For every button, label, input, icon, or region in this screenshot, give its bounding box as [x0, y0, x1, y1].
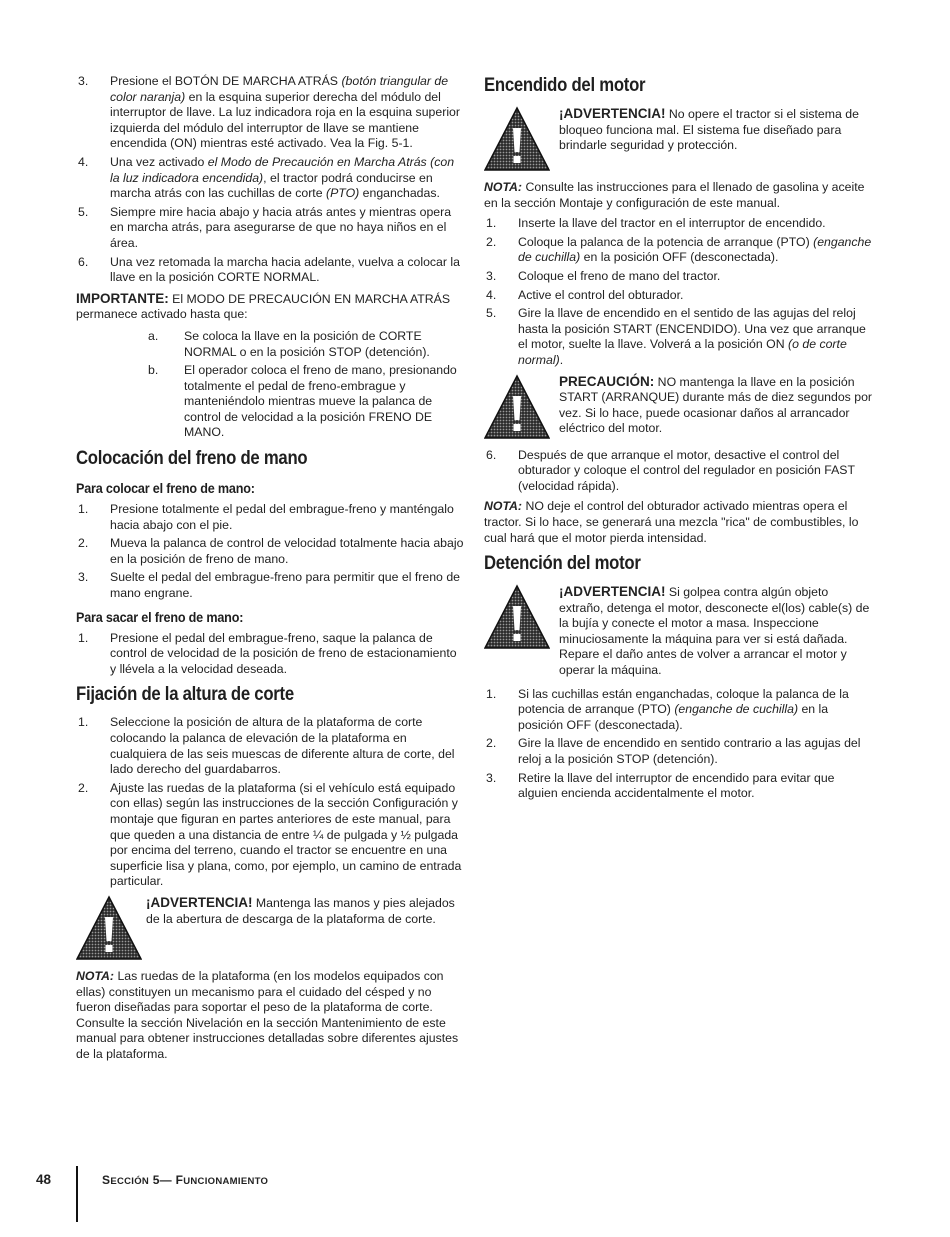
warning-icon — [484, 106, 550, 172]
warning-icon — [484, 584, 550, 650]
page-number: 48 — [36, 1172, 52, 1187]
list-item: 4. Una vez activado el Modo de Precaución en Marcha Atrás (con la luz indicadora encendida), el tractor podrá conducirse en marcha atrás con las cuchillas de corte (PTO) enganchadas. — [78, 154, 455, 201]
cutting-height-steps — [76, 715, 466, 890]
warning-block-interlock: ¡ADVERTENCIA! No opere el tractor si el sistema de bloqueo funciona mal. El sistema fue diseñado para brindarle seguridad y protección. — [484, 106, 876, 172]
warning-icon — [484, 374, 550, 440]
set-brake-steps — [76, 502, 466, 602]
stop-engine-steps — [484, 687, 876, 802]
heading-start-engine: Encendido del motor — [484, 75, 646, 96]
list-item: 6. Una vez retomada la marcha hacia adelante, vuelva a colocar la llave en la posición CORTE NORMAL. — [78, 254, 460, 285]
release-brake-steps — [76, 631, 466, 678]
footer-divider — [76, 1166, 78, 1222]
heading-parking-brake: Colocación del freno de mano — [76, 448, 308, 470]
heading-cutting-height: Fijación de la altura de corte — [76, 684, 294, 706]
list-item: 2. Coloque la palanca de la potencia de arranque (PTO) (enganche de cuchilla) en la posición OFF (desconectada). — [486, 234, 872, 265]
right-column — [484, 74, 876, 807]
start-engine-steps — [484, 216, 876, 368]
list-item: 1. Presione totalmente el pedal del embrague-freno y manténgalo hacia abajo con el pie. — [78, 502, 454, 532]
caution-block-starter: PRECAUCIÓN: NO mantenga la llave en la posición START (ARRANQUE) durante más de diez segundos por vez. Si lo hace, puede ocasionar daños al arrancador eléctrico del motor. — [484, 374, 876, 440]
heading-set-brake: Para colocar el freno de mano: — [76, 480, 255, 497]
list-item: 3. Suelte el pedal del embrague-freno para permitir que el freno de mano engrane. — [78, 570, 460, 601]
nota-choke: NOTA: NO deje el control del obturador activado mientras opera el tractor. Si lo hace, se generará una mezcla "rica" de combustibles, lo cual hará que el motor pierda intensidad. — [484, 499, 859, 545]
reverse-caution-steps — [76, 74, 466, 286]
list-item: 5. Siempre mire hacia abajo y hacia atrás antes y mientras opera en marcha atrás, para asegurarse de que no haya niños en el área. — [78, 204, 452, 250]
nota-fuel: NOTA: Consulte las instrucciones para el llenado de gasolina y aceite en la sección Montaje y configuración de este manual. — [484, 180, 865, 210]
warning-block-foreign-object: ¡ADVERTENCIA! Si golpea contra algún objeto extraño, detenga el motor, desconecte el(los) cable(s) de la bujía y conecte el motor a masa. Inspeccione minuciosamente la máquina para ver si está dañada. Repare el daño antes de volver a arrancar el motor y operar la máquina. — [484, 584, 876, 679]
list-item: 2. Gire la llave de encendido en sentido contrario a las agujas del reloj a la posición STOP (detención). — [486, 736, 861, 767]
list-item: 4. Active el control del obturador. — [486, 287, 684, 302]
warning-block-deck: ¡ADVERTENCIA! Mantenga las manos y pies alejados de la abertura de descarga de la plataforma de corte. — [76, 895, 466, 961]
list-item: 1. Si las cuchillas están enganchadas, coloque la palanca de la potencia de arranque (PTO) (enganche de cuchilla) en la posición OFF (desconectada). — [486, 686, 849, 732]
list-item: a. Se coloca la llave en la posición de CORTE NORMAL o en la posición STOP (detención). — [148, 328, 430, 359]
list-item: 2. Mueva la palanca de control de velocidad totalmente hacia abajo en la posición de freno de mano. — [78, 536, 464, 566]
list-item: b. El operador coloca el freno de mano, presionando totalmente el pedal de freno-embrague y manteniéndolo mientras mueve la palanca de control de velocidad a la posición FRENO DE MANO. — [148, 363, 457, 440]
heading-stop-engine: Detención del motor — [484, 553, 641, 575]
list-item: 3. Retire la llave del interruptor de encendido para evitar que alguien encienda accidentalmente el motor. — [486, 770, 835, 801]
nota-deck-wheels: NOTA: Las ruedas de la plataforma (en los modelos equipados con ellas) constituyen un mecanismo para el cuidado del césped y no fueron diseñadas para soportar el peso de la plataforma de corte. Consulte la sección Nivelación en la sección Mantenimiento de este manual para obtener instrucciones detalladas sobre diferentes ajustes de la plataforma. — [76, 968, 459, 1061]
importante-note: IMPORTANTE: El MODO DE PRECAUCIÓN EN MARCHA ATRÁS permanece activado hasta que: — [76, 290, 451, 322]
start-engine-steps-continued — [484, 448, 876, 495]
list-item: 1. Presione el pedal del embrague-freno, saque la palanca de control de velocidad de la posición de freno de estacionamiento y llévela a la velocidad deseada. — [78, 630, 457, 676]
list-item: 1. Inserte la llave del tractor en el interruptor de encendido. — [486, 216, 826, 231]
warning-icon — [76, 895, 142, 961]
list-item: 3. Presione el BOTÓN DE MARCHA ATRÁS (botón triangular de color naranja) en la esquina superior derecha del módulo del interruptor de llave. La luz indicadora roja en la esquina superior izquierda del módulo del interruptor de llave se mantiene encendida (ON) mientras esté activado. Vea la Fig. 5-1. — [78, 74, 460, 151]
list-item: 5. Gire la llave de encendido en el sentido de las agujas del reloj hasta la posición START (ENCENDIDO). Una vez que arranque el motor, suelte la llave. Volverá a la posición ON (o de corte normal). — [486, 306, 866, 367]
left-column — [76, 74, 466, 1063]
list-item: 6. Después de que arranque el motor, desactive el control del obturador y coloque el control del regulador en posición FAST (velocidad rápida). — [486, 447, 855, 493]
list-item: 1. Seleccione la posición de altura de la plataforma de corte colocando la palanca de elevación de la plataforma en cualquiera de las seis muescas de diferente altura de corte, del lado derecho del guardabarros. — [78, 715, 455, 777]
heading-release-brake: Para sacar el freno de mano: — [76, 608, 244, 625]
list-item: 3. Coloque el freno de mano del tractor. — [486, 268, 721, 283]
section-title: SECCIÓN 5— FUNCIONAMIENTO — [102, 1173, 269, 1187]
list-item: 2. Ajuste las ruedas de la plataforma (si el vehículo está equipado con ellas) según las instrucciones de la sección Configuración y montaje que figuran en partes anteriores de este manual, para que queden a una distancia de entre ¼ de pulgada y ½ pulgada por encima del terreno, cuando el tractor se encuentre en una superficie lisa y plana, como, por ejemplo, un camino de entrada particular. — [78, 780, 462, 889]
deactivation-conditions — [76, 329, 466, 441]
